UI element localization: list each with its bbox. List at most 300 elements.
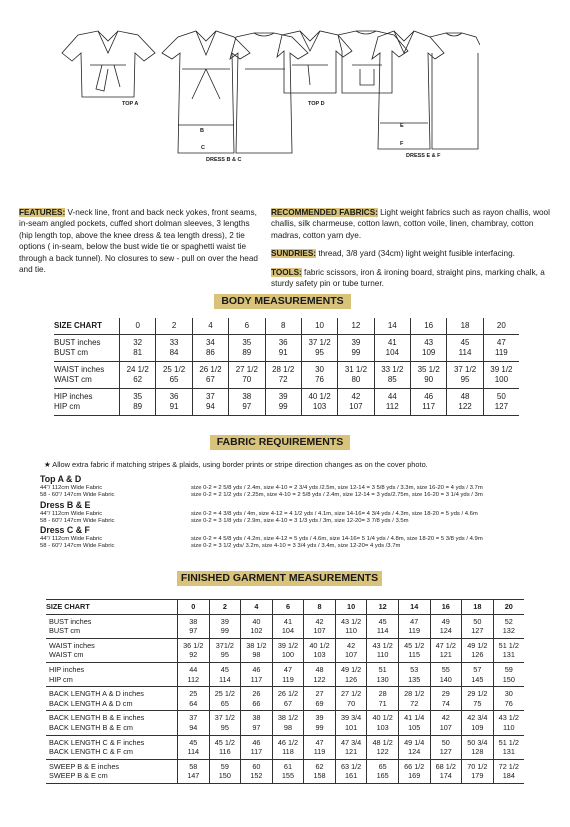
cell-value: 47 1/2 (430, 638, 462, 650)
cell-value: 126 (462, 650, 494, 662)
cell-value: 100 (272, 650, 304, 662)
fabric-section-heading: Top A & D (40, 474, 82, 484)
cell-value: 103 (301, 402, 337, 416)
table-row (46, 614, 524, 626)
size-12: 12 (367, 600, 399, 615)
mark-c: C (201, 145, 205, 151)
cell-value: 119 (304, 747, 336, 759)
cell-value: 41 1/4 (398, 711, 430, 723)
cell-value: 35 (229, 335, 265, 349)
cell-value: 62 (304, 759, 336, 771)
row-label: SWEEP B & E inches (49, 761, 120, 771)
cell-value: 33 1/2 (374, 362, 410, 376)
size-0: 0 (120, 318, 156, 335)
cell-value: 114 (367, 626, 399, 638)
cell-value: 39 1/2 (272, 638, 304, 650)
table-row (54, 362, 519, 376)
cell-value: 112 (178, 675, 210, 687)
cell-value: 107 (335, 650, 367, 662)
cell-value: 126 (335, 675, 367, 687)
fabric-yardage: size 0-2 = 2 5/8 yds / 2.4m, size 4-10 = 2 3/4 yds /2.5m, size 12-14 = 3 5/8 yds / 3.3m, size 16-20 = 4 yds / 3.7m (191, 485, 483, 491)
cell-value: 103 (367, 723, 399, 735)
cell-value: 39 1/2 (483, 362, 519, 376)
cell-value: 131 (493, 650, 524, 662)
size-header-row (46, 600, 524, 615)
cell-value: 30 (493, 687, 524, 699)
finished-garment-title: FINISHED GARMENT MEASUREMENTS (177, 571, 382, 586)
cell-value: 114 (209, 675, 241, 687)
row-label: HIP inches (54, 392, 93, 401)
cell-value: 47 3/4 (335, 735, 367, 747)
cell-value: 119 (272, 675, 304, 687)
row-label: BUST inches (54, 338, 101, 347)
table-row (46, 771, 524, 783)
size-8: 8 (265, 318, 301, 335)
cell-value: 39 (209, 614, 241, 626)
cell-value: 46 (411, 389, 447, 403)
cell-value: 70 (335, 699, 367, 711)
cell-value: 28 (367, 687, 399, 699)
cell-value: 89 (120, 402, 156, 416)
label-dress-bc: DRESS B & C (206, 157, 242, 163)
cell-value: 124 (398, 747, 430, 759)
cell-value: 33 (156, 335, 192, 349)
cell-value: 101 (335, 723, 367, 735)
cell-value: 110 (367, 650, 399, 662)
row-label: BACK LENGTH A & D cm (46, 699, 178, 711)
cell-value: 44 (178, 662, 210, 674)
cell-value: 40 1/2 (304, 638, 336, 650)
cell-value: 32 (120, 335, 156, 349)
cell-value: 50 (483, 389, 519, 403)
row-label: BACK LENGTH C & F cm (46, 747, 178, 759)
size-14: 14 (398, 600, 430, 615)
cell-value: 62 (120, 375, 156, 389)
cell-value: 43 (411, 335, 447, 349)
fabric-section-heading: Dress B & E (40, 499, 91, 510)
cell-value: 59 (209, 759, 241, 771)
row-label: WAIST cm (54, 375, 120, 389)
cell-value: 121 (430, 650, 462, 662)
row-label: BUST cm (54, 348, 120, 362)
cell-value: 99 (304, 723, 336, 735)
cell-value: 97 (178, 626, 210, 638)
cell-value: 50 3/4 (462, 735, 494, 747)
cell-value: 117 (241, 675, 273, 687)
cell-value: 67 (272, 699, 304, 711)
cell-value: 116 (209, 747, 241, 759)
table-row (46, 662, 524, 674)
cell-value: 37 1/2 (301, 335, 337, 349)
fabrics-text: Light weight fabrics such as rayon challis, wool challis, silk charmeuse, cotton lawn, cotton voile, linen, chambray, cotton madras, cotton yarn dye. (271, 208, 550, 240)
cell-value: 104 (272, 626, 304, 638)
sundries-heading: SUNDRIES: (271, 249, 317, 258)
sundries-text: thread, 3/8 yard (34cm) light weight fusible interfacing. (316, 249, 515, 258)
fabric-yardage: size 0-2 = 3 1/8 yds / 2.9m, size 4-10 = 3 1/3 yds / 3m, size 12-20= 3 7/8 yds / 3.5m (191, 517, 409, 524)
size-header-row (54, 318, 519, 335)
cell-value: 27 1/2 (335, 687, 367, 699)
row-label: BUST cm (46, 626, 178, 638)
cell-value: 107 (338, 402, 374, 416)
cell-value: 72 (398, 699, 430, 711)
size-0: 0 (178, 600, 210, 615)
garment-illustrations (60, 25, 480, 165)
cell-value: 107 (304, 626, 336, 638)
body-measurements-table (54, 318, 519, 416)
label-top-d: TOP D (308, 101, 325, 107)
fabric-requirements-title: FABRIC REQUIREMENTS (210, 435, 350, 450)
cell-value: 179 (462, 771, 494, 783)
row-label: WAIST inches (49, 640, 95, 650)
cell-value: 145 (462, 675, 494, 687)
cell-value: 117 (411, 402, 447, 416)
cell-value: 51 (367, 662, 399, 674)
cell-value: 24 1/2 (120, 362, 156, 376)
cell-value: 39 (338, 335, 374, 349)
cell-value: 26 1/2 (192, 362, 228, 376)
cell-value: 25 1/2 (156, 362, 192, 376)
fabric-row (40, 492, 540, 499)
size-10: 10 (335, 600, 367, 615)
cell-value: 122 (304, 675, 336, 687)
cell-value: 52 (493, 614, 524, 626)
cell-value: 48 1/2 (367, 735, 399, 747)
cell-value: 91 (265, 348, 301, 362)
cell-value: 155 (272, 771, 304, 783)
cell-value: 97 (241, 723, 273, 735)
cell-value: 61 (272, 759, 304, 771)
cell-value: 37 1/2 (209, 711, 241, 723)
cell-value: 90 (411, 375, 447, 389)
features-paragraph (19, 207, 259, 275)
cell-value: 45 (178, 735, 210, 747)
cell-value: 130 (367, 675, 399, 687)
cell-value: 57 (462, 662, 494, 674)
cell-value: 41 (374, 335, 410, 349)
table-row (46, 687, 524, 699)
cell-value: 53 (398, 662, 430, 674)
cell-value: 80 (338, 375, 374, 389)
cell-value: 107 (430, 723, 462, 735)
fabric-requirements-list (40, 474, 540, 551)
cell-value: 147 (178, 771, 210, 783)
cell-value: 51 1/2 (493, 735, 524, 747)
cell-value: 37 (192, 389, 228, 403)
cell-value: 58 (178, 759, 210, 771)
row-label: BACK LENGTH C & F inches (49, 737, 145, 747)
cell-value: 114 (447, 348, 483, 362)
fabric-width: 58 - 60"/ 147cm Wide Fabric (40, 492, 115, 499)
cell-value: 85 (374, 375, 410, 389)
sundries-paragraph (271, 248, 556, 259)
cell-value: 55 (430, 662, 462, 674)
row-label: HIP inches (49, 664, 85, 674)
fabric-yardage: size 0-2 = 3 1/2 yds/ 3.2m, size 4-10 = 3 3/4 yds / 3.4m, size 12-20= 4 yds /3.7m (191, 543, 401, 550)
cell-value: 122 (447, 402, 483, 416)
cell-value: 131 (493, 747, 524, 759)
row-label: BACK LENGTH A & D inches (49, 689, 144, 699)
size-6: 6 (229, 318, 265, 335)
cell-value: 68 1/2 (430, 759, 462, 771)
cell-value: 34 (192, 335, 228, 349)
label-dress-ef: DRESS E & F (406, 153, 441, 159)
cell-value: 70 1/2 (462, 759, 494, 771)
cell-value: 132 (493, 626, 524, 638)
cell-value: 48 (447, 389, 483, 403)
cell-value: 127 (483, 402, 519, 416)
size-20: 20 (493, 600, 524, 615)
cell-value: 98 (272, 723, 304, 735)
size-chart-label: SIZE CHART (46, 600, 178, 615)
cell-value: 45 (209, 662, 241, 674)
cell-value: 47 (483, 335, 519, 349)
row-label: HIP cm (46, 675, 178, 687)
cell-value: 91 (156, 402, 192, 416)
fabric-width: 44"/ 112cm Wide Fabric (40, 536, 103, 543)
cell-value: 38 1/2 (241, 638, 273, 650)
cell-value: 45 (447, 335, 483, 349)
features-text: V-neck line, front and back neck yokes, front seams, in-seam angled pockets, cuffed short dolman sleeves, 3 lengths (hip length top, above the knee dress & tea length dress), 2 tie options ( in-seam, below the bust wide tie or spaghetti waist tie through a back tunnel). No closures to sew - pull on over the head and tie. (19, 208, 258, 275)
cell-value: 46 (241, 735, 273, 747)
cell-value: 127 (462, 626, 494, 638)
fabric-width: 44"/ 112cm Wide Fabric (40, 485, 103, 491)
tools-heading: TOOLS: (271, 268, 302, 277)
label-top-a: TOP A (122, 101, 139, 107)
body-measurements-title: BODY MEASUREMENTS (214, 294, 351, 309)
size-10: 10 (301, 318, 337, 335)
cell-value: 135 (398, 675, 430, 687)
table-row (54, 335, 519, 349)
row-label: WAIST cm (46, 650, 178, 662)
cell-value: 161 (335, 771, 367, 783)
row-label: BACK LENGTH B & E cm (46, 723, 178, 735)
size-2: 2 (209, 600, 241, 615)
size-14: 14 (374, 318, 410, 335)
cell-value: 50 (462, 614, 494, 626)
cell-value: 114 (178, 747, 210, 759)
cell-value: 109 (411, 348, 447, 362)
cell-value: 169 (398, 771, 430, 783)
fabric-width: 58 - 60"/ 147cm Wide Fabric (40, 543, 115, 550)
table-row (46, 723, 524, 735)
cell-value: 49 1/2 (335, 662, 367, 674)
cell-value: 76 (493, 699, 524, 711)
size-12: 12 (338, 318, 374, 335)
size-6: 6 (272, 600, 304, 615)
cell-value: 76 (301, 375, 337, 389)
row-label: BACK LENGTH B & E inches (49, 713, 145, 723)
cell-value: 99 (265, 402, 301, 416)
cell-value: 65 (156, 375, 192, 389)
cell-value: 70 (229, 375, 265, 389)
table-row (46, 699, 524, 711)
cell-value: 110 (335, 626, 367, 638)
cell-value: 47 (304, 735, 336, 747)
cell-value: 40 (241, 614, 273, 626)
cell-value: 98 (241, 650, 273, 662)
cell-value: 95 (447, 375, 483, 389)
cell-value: 65 (209, 699, 241, 711)
cell-value: 28 1/2 (265, 362, 301, 376)
cell-value: 119 (483, 348, 519, 362)
fabric-yardage: size 0-2 = 4 5/8 yds / 4.2m, size 4-12 = 5 yds / 4.6m, size 14-16= 5 1/4 yds / 4.8m, size 18-20 = 5 3/8 yds / 4.9m (191, 536, 483, 543)
fabric-row (40, 511, 540, 518)
table-row (46, 675, 524, 687)
cell-value: 30 (301, 362, 337, 376)
cell-value: 28 1/2 (398, 687, 430, 699)
size-4: 4 (192, 318, 228, 335)
cell-value: 25 1/2 (209, 687, 241, 699)
cell-value: 47 (272, 662, 304, 674)
cell-value: 49 1/4 (398, 735, 430, 747)
cell-value: 27 1/2 (229, 362, 265, 376)
cell-value: 104 (374, 348, 410, 362)
cell-value: 29 (430, 687, 462, 699)
table-row (46, 638, 524, 650)
mark-f: F (400, 141, 404, 147)
table-row (46, 735, 524, 747)
cell-value: 45 1/2 (209, 735, 241, 747)
row-label: BUST inches (49, 616, 92, 626)
cell-value: 26 (241, 687, 273, 699)
cell-value: 97 (229, 402, 265, 416)
cell-value: 84 (156, 348, 192, 362)
cell-value: 49 (430, 614, 462, 626)
cell-value: 38 (229, 389, 265, 403)
table-row (54, 375, 519, 389)
fabric-note: ★ Allow extra fabric if matching stripes & plaids, using border prints or stripe direction changes as on the cover photo. (44, 460, 428, 469)
cell-value: 150 (493, 675, 524, 687)
cell-value: 39 3/4 (335, 711, 367, 723)
size-2: 2 (156, 318, 192, 335)
cell-value: 59 (493, 662, 524, 674)
cell-value: 42 (335, 638, 367, 650)
cell-value: 38 (241, 711, 273, 723)
cell-value: 44 (374, 389, 410, 403)
cell-value: 42 (430, 711, 462, 723)
table-row (54, 348, 519, 362)
cell-value: 110 (493, 723, 524, 735)
cell-value: 63 1/2 (335, 759, 367, 771)
fabric-width: 58 - 60"/ 147cm Wide Fabric (40, 517, 115, 524)
cell-value: 64 (178, 699, 210, 711)
mark-b: B (200, 128, 204, 134)
cell-value: 38 1/2 (272, 711, 304, 723)
cell-value: 40 1/2 (367, 711, 399, 723)
cell-value: 67 (192, 375, 228, 389)
cell-value: 35 (120, 389, 156, 403)
cell-value: 66 1/2 (398, 759, 430, 771)
cell-value: 99 (338, 348, 374, 362)
cell-value: 43 1/2 (335, 614, 367, 626)
fabric-width: 44"/ 112cm Wide Fabric (40, 510, 103, 517)
cell-value: 74 (430, 699, 462, 711)
cell-value: 99 (209, 626, 241, 638)
features-heading: FEATURES: (19, 208, 66, 217)
fabric-section-heading: Dress C & F (40, 525, 90, 536)
size-20: 20 (483, 318, 519, 335)
cell-value: 121 (335, 747, 367, 759)
cell-value: 128 (462, 747, 494, 759)
cell-value: 50 (430, 735, 462, 747)
size-chart-label: SIZE CHART (54, 318, 120, 335)
cell-value: 25 (178, 687, 210, 699)
cell-value: 65 (367, 759, 399, 771)
row-label: HIP cm (54, 402, 120, 416)
table-row (54, 389, 519, 403)
cell-value: 72 1/2 (493, 759, 524, 771)
cell-value: 102 (241, 626, 273, 638)
cell-value: 86 (192, 348, 228, 362)
cell-value: 94 (192, 402, 228, 416)
cell-value: 43 1/2 (367, 638, 399, 650)
cell-value: 69 (304, 699, 336, 711)
cell-value: 95 (209, 650, 241, 662)
fabrics-heading: RECOMMENDED FABRICS: (271, 208, 378, 217)
cell-value: 127 (430, 747, 462, 759)
cell-value: 27 (304, 687, 336, 699)
cell-value: 81 (120, 348, 156, 362)
cell-value: 109 (462, 723, 494, 735)
table-row (46, 626, 524, 638)
cell-value: 47 (398, 614, 430, 626)
cell-value: 150 (209, 771, 241, 783)
cell-value: 36 1/2 (178, 638, 210, 650)
finished-garment-table (46, 599, 524, 784)
tools-paragraph (271, 267, 556, 290)
cell-value: 184 (493, 771, 524, 783)
cell-value: 100 (483, 375, 519, 389)
cell-value: 51 1/2 (493, 638, 524, 650)
cell-value: 26 1/2 (272, 687, 304, 699)
cell-value: 140 (430, 675, 462, 687)
cell-value: 71 (367, 699, 399, 711)
fabric-row (40, 485, 540, 492)
cell-value: 36 (156, 389, 192, 403)
cell-value: 174 (430, 771, 462, 783)
cell-value: 46 1/2 (272, 735, 304, 747)
cell-value: 37 1/2 (447, 362, 483, 376)
cell-value: 119 (398, 626, 430, 638)
cell-value: 124 (430, 626, 462, 638)
cell-value: 115 (398, 650, 430, 662)
garment-line-drawings (60, 25, 480, 165)
cell-value: 152 (241, 771, 273, 783)
cell-value: 45 (367, 614, 399, 626)
fabric-row (40, 518, 540, 525)
cell-value: 39 (265, 389, 301, 403)
cell-value: 117 (241, 747, 273, 759)
cell-value: 75 (462, 699, 494, 711)
cell-value: 39 (304, 711, 336, 723)
size-16: 16 (411, 318, 447, 335)
fabric-row (40, 543, 540, 550)
cell-value: 95 (301, 348, 337, 362)
table-row (54, 402, 519, 416)
cell-value: 42 (304, 614, 336, 626)
cell-value: 103 (304, 650, 336, 662)
cell-value: 35 1/2 (411, 362, 447, 376)
cell-value: 49 1/2 (462, 638, 494, 650)
cell-value: 92 (178, 650, 210, 662)
row-label: SWEEP B & E cm (46, 771, 178, 783)
cell-value: 112 (374, 402, 410, 416)
cell-value: 42 (338, 389, 374, 403)
cell-value: 40 1/2 (301, 389, 337, 403)
cell-value: 165 (367, 771, 399, 783)
cell-value: 41 (272, 614, 304, 626)
size-18: 18 (462, 600, 494, 615)
